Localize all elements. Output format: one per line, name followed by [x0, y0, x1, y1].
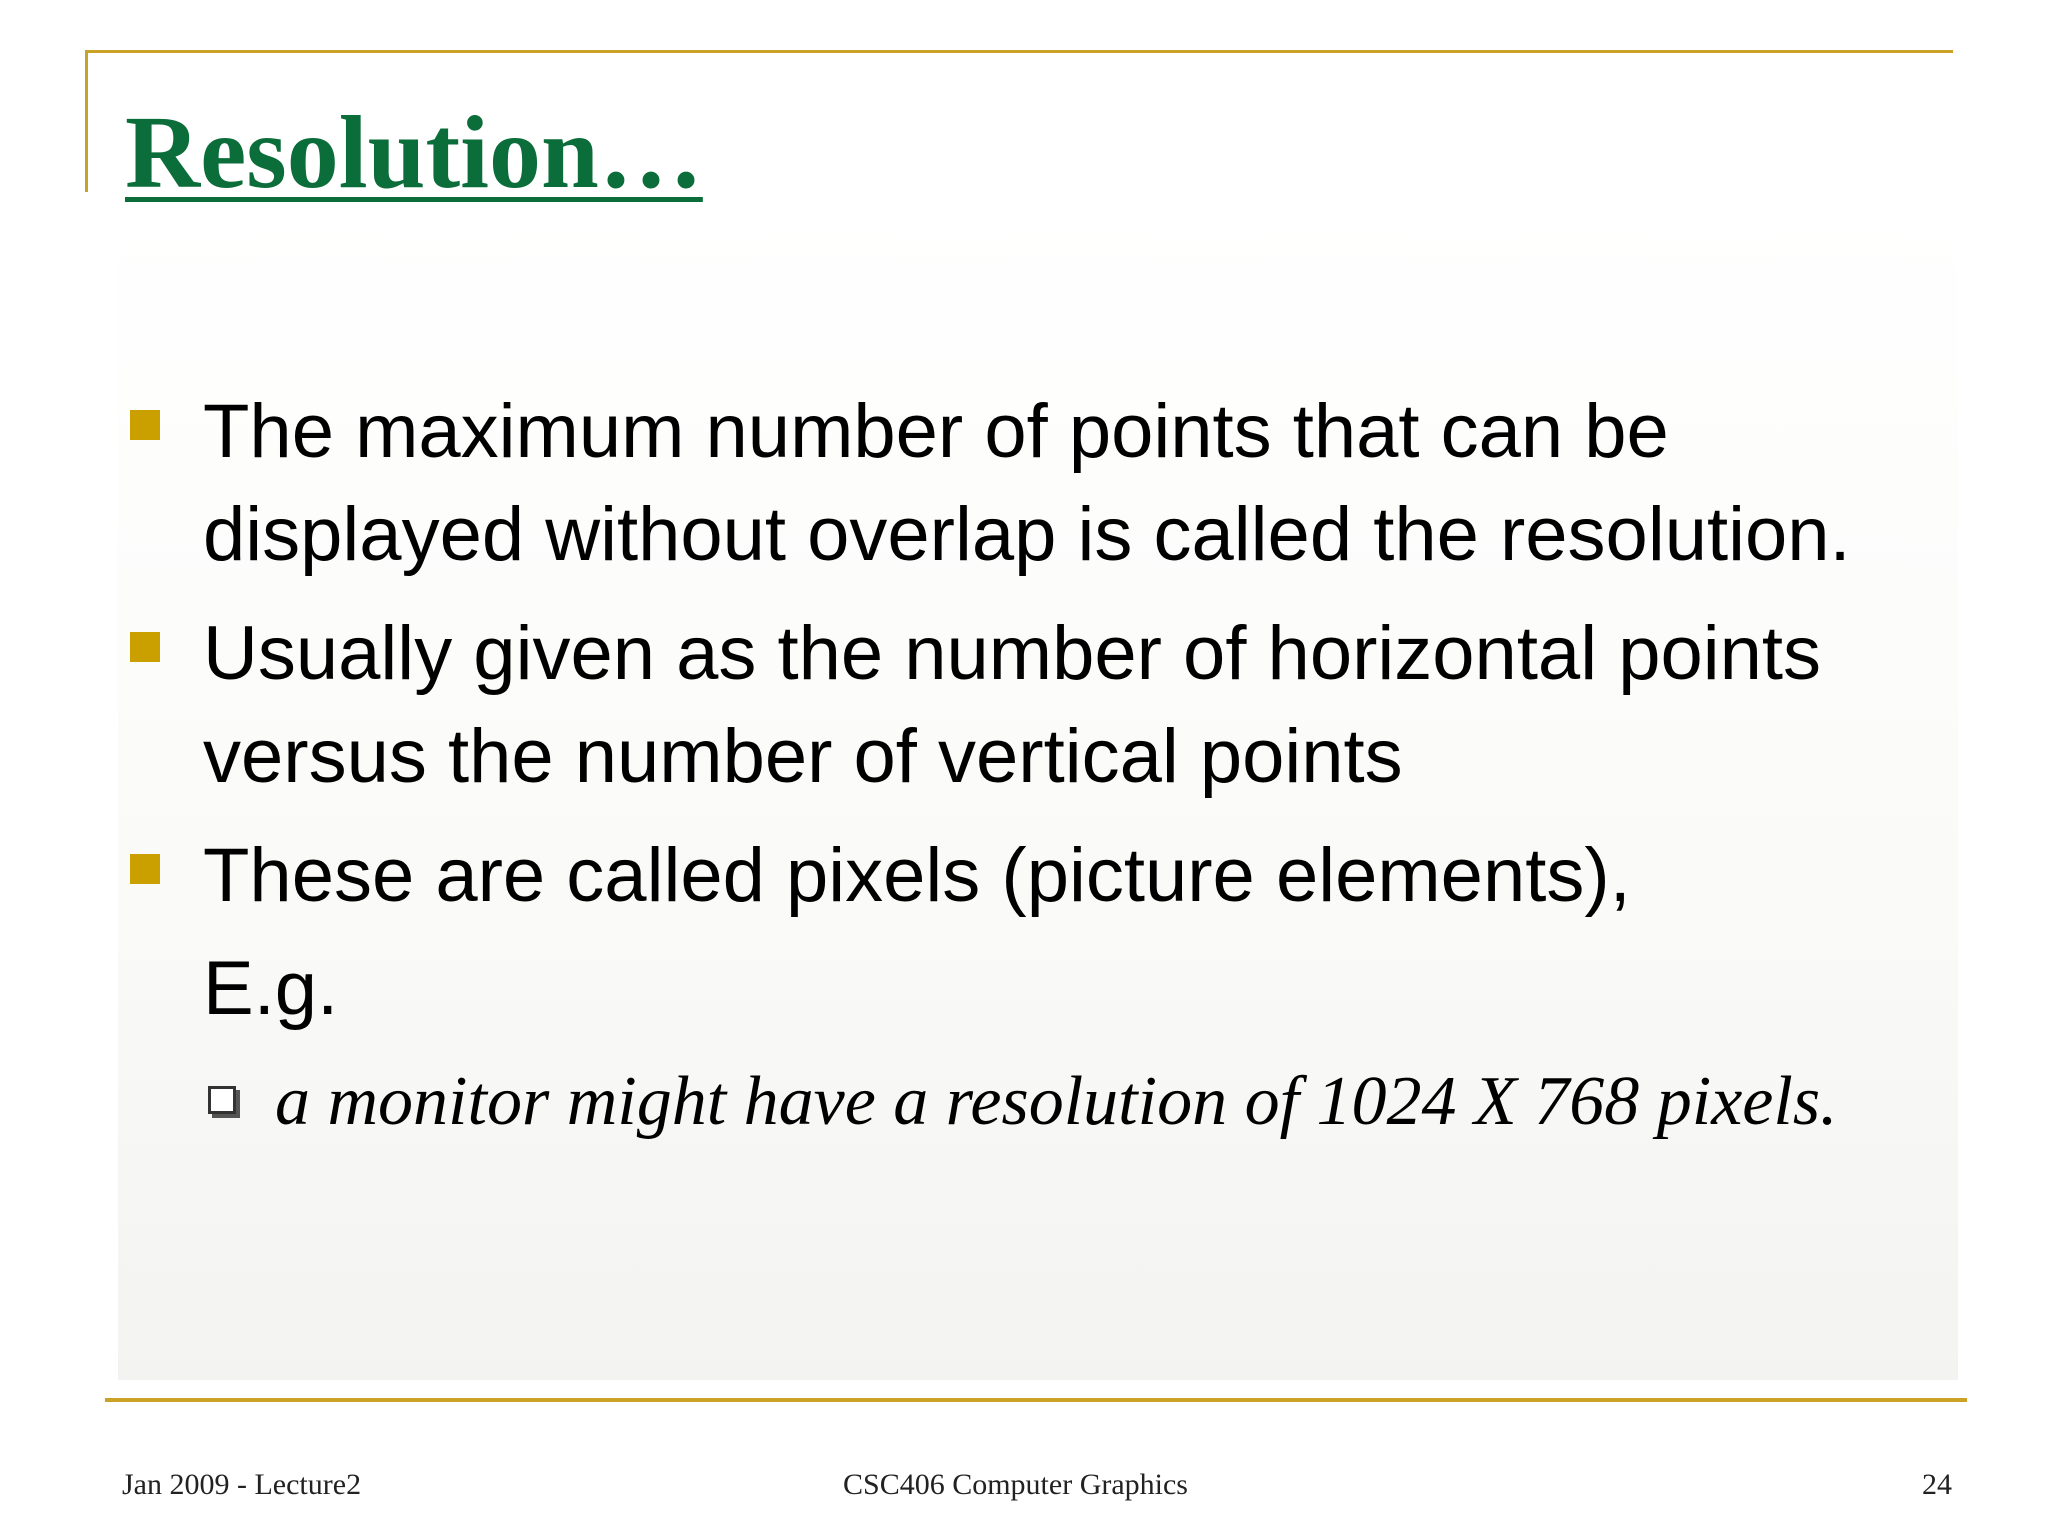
bullet-item [125, 602, 1915, 808]
bullet-text: The maximum number of points that can be displayed without overlap is called the resolution. [203, 389, 1851, 577]
footer-date-lecture: Jan 2009 - Lecture2 [122, 1468, 362, 1501]
sub-bullet-item [125, 1056, 1915, 1148]
slide-number: 24 [1922, 1468, 1952, 1501]
sub-bullet-text: a monitor might have a resolution of 1024 X 768 pixels. [275, 1063, 1838, 1140]
footer-course-title: CSC406 Computer Graphics [843, 1468, 1188, 1501]
slide-title: Resolution… [125, 95, 703, 210]
bullet-text: These are called pixels (picture elements), [203, 833, 1631, 918]
frame-top-rule [85, 50, 1953, 53]
bullet-text: Usually given as the number of horizontal points versus the number of vertical points [203, 611, 1822, 799]
bullet-item [125, 824, 1915, 1040]
bullet-list [125, 380, 1915, 1148]
frame-left-rule [85, 50, 88, 192]
footer-rule [105, 1398, 1967, 1402]
bullet-continuation: E.g. [203, 946, 339, 1031]
square-bullet-icon [130, 632, 160, 662]
checkbox-bullet-icon [208, 1086, 236, 1114]
square-bullet-icon [130, 410, 160, 440]
square-bullet-icon [130, 854, 160, 884]
bullet-item [125, 380, 1915, 586]
